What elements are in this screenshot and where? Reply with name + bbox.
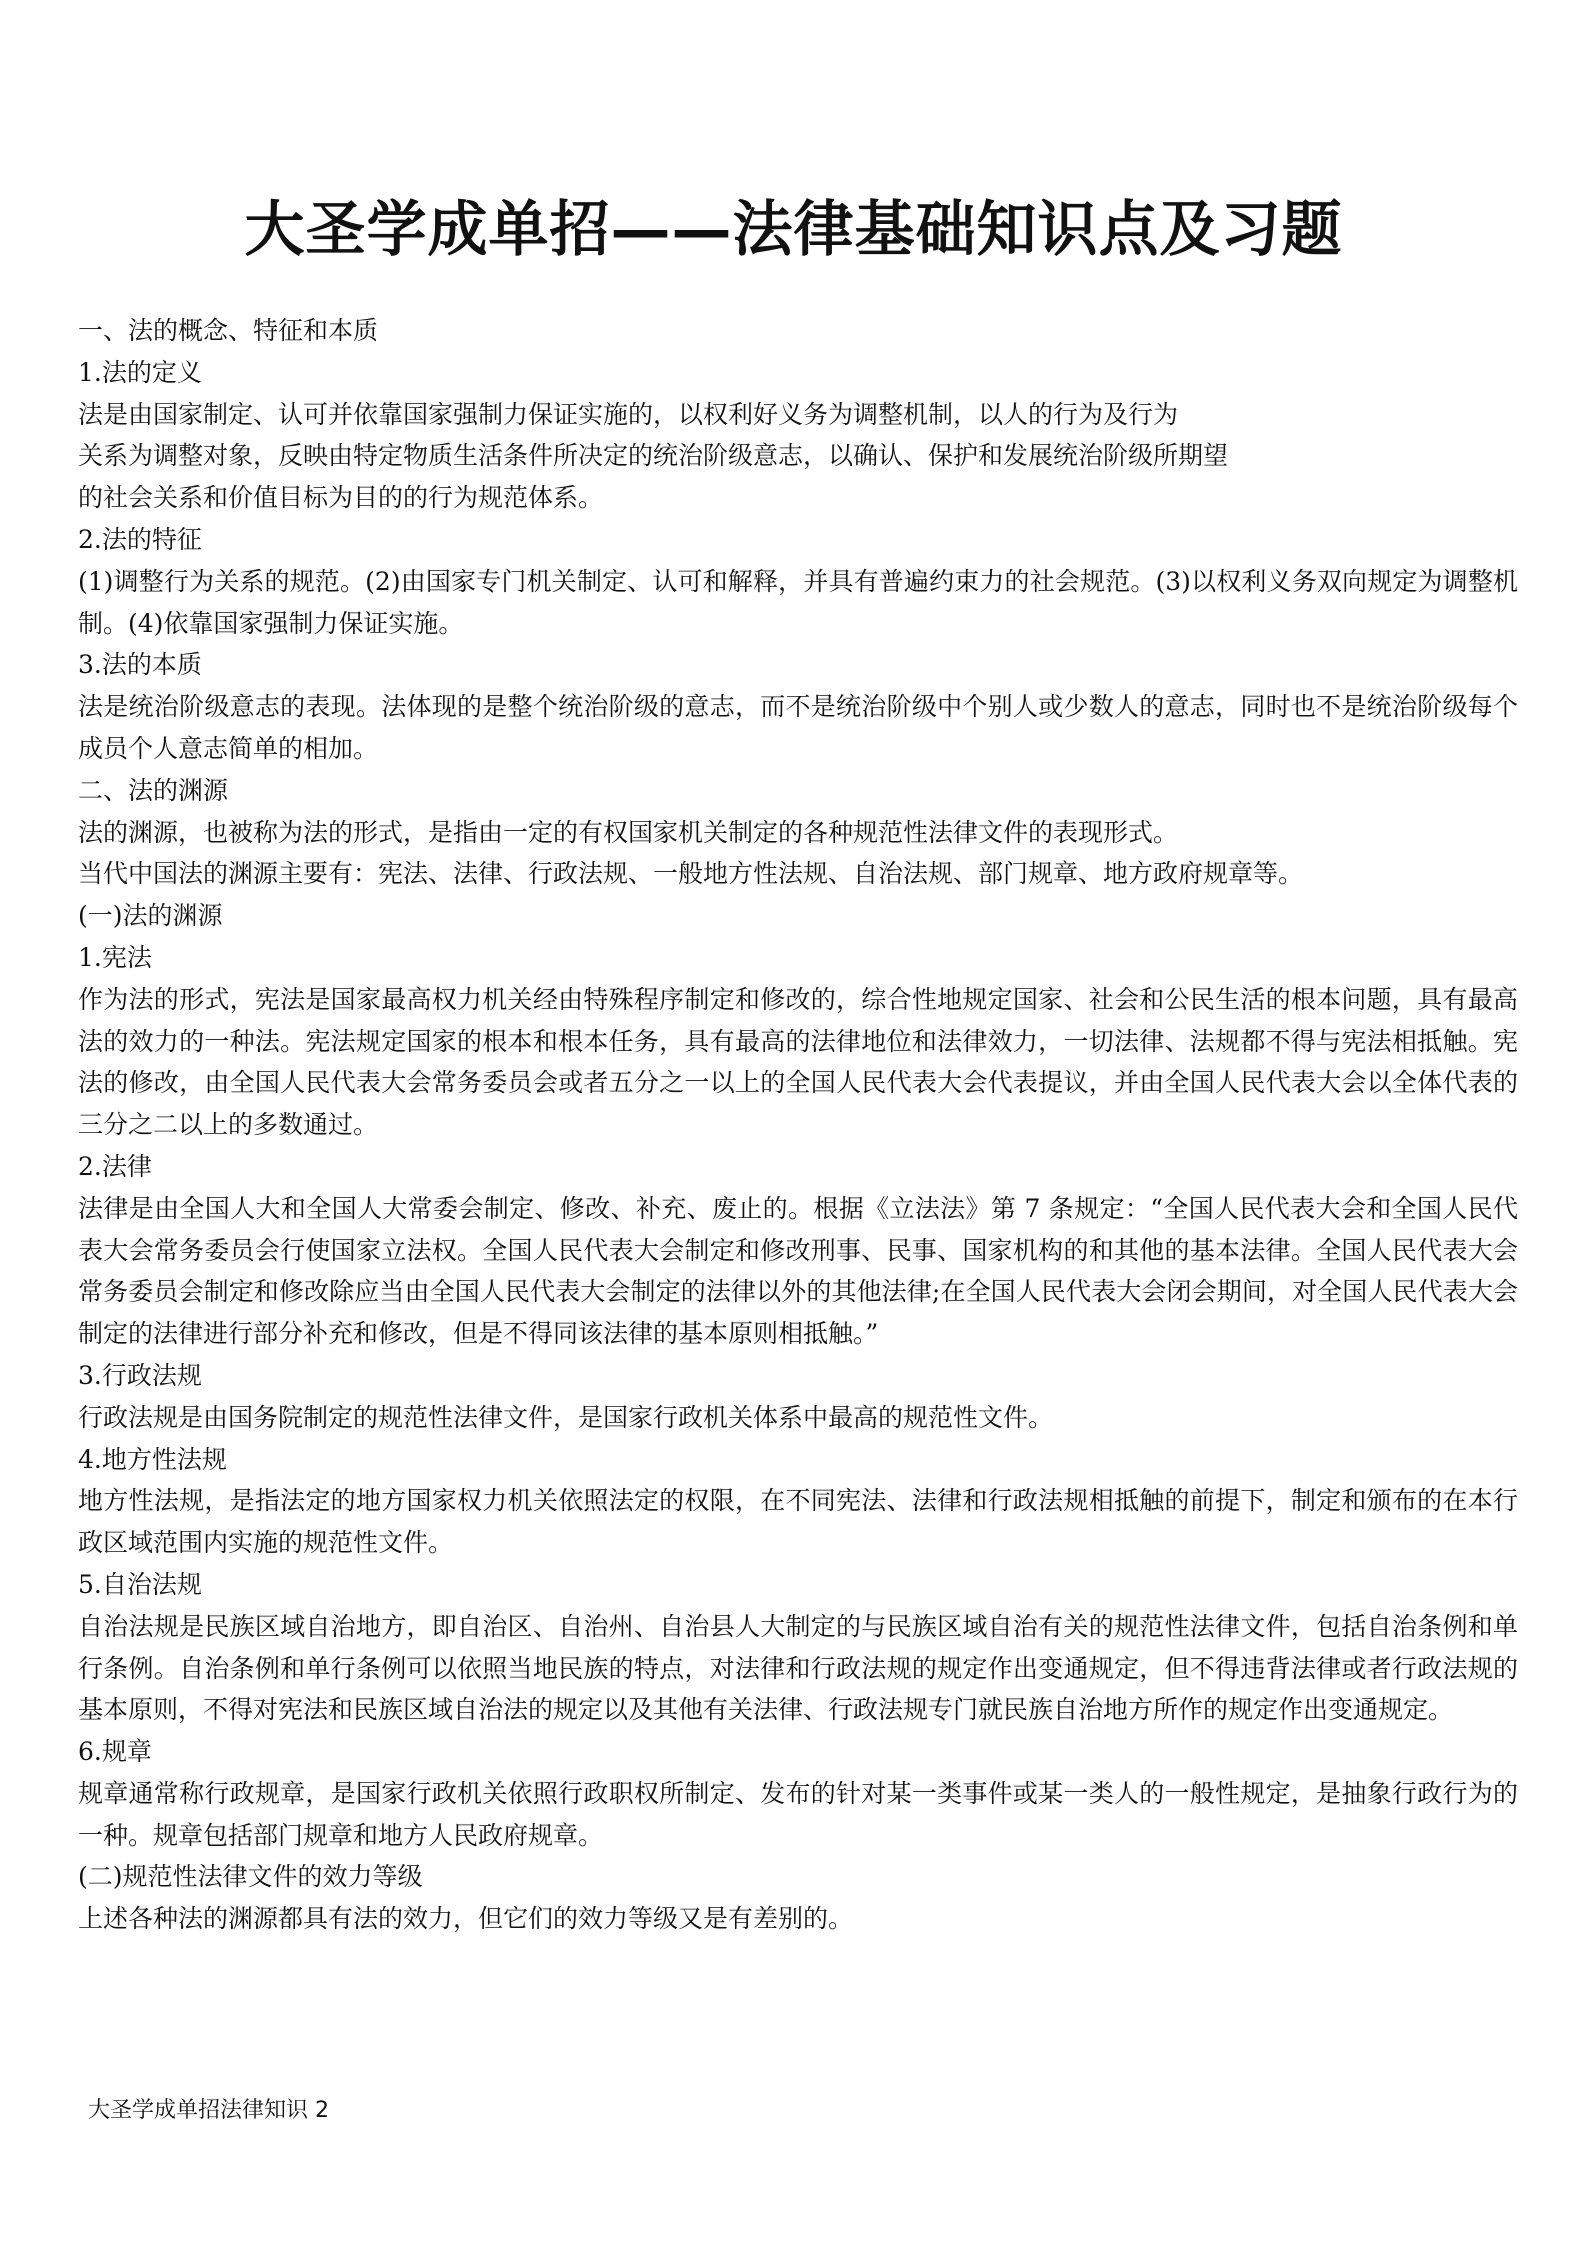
paragraph: 法律是由全国人大和全国人大常委会制定、修改、补充、废止的。根据《立法法》第 7 条规定：“全国人民代表大会和全国人民代表大会常务委员会行使国家立法权。全国人民代表大会制定和修改刑事、民事、国家机构的和其他的基本法律。全国人民代表大会常务委员会制定和修改除应当由全国人民代表大会制定的法律以外的其他法律;在全国人民代表大会闭会期间，对全国人民代表大会制定的法律进行部分补充和修改，但是不得同该法律的基本原则相抵触。” (78, 1193, 1518, 1349)
paragraph: 上述各种法的渊源都具有法的效力，但它们的效力等级又是有差别的。 (78, 1904, 854, 1934)
subsection-heading: (一)法的渊源 (78, 901, 223, 931)
paragraph-line: 关系为调整对象，反映由特定物质生活条件所决定的统治阶级意志，以确认、保护和发展统治阶级所期望 (78, 441, 1229, 471)
paragraph: 行政法规是由国务院制定的规范性法律文件，是国家行政机关体系中最高的规范性文件。 (78, 1402, 1054, 1432)
subsection-heading: 1.宪法 (78, 942, 152, 972)
paragraph-line: 的社会关系和价值目标为目的的行为规范体系。 (78, 483, 604, 513)
subsection-heading: 2.法的特征 (78, 524, 202, 554)
subsection-heading: 1.法的定义 (78, 357, 202, 387)
section-heading: 二、法的渊源 (78, 775, 229, 805)
subsection-heading: 4.地方性法规 (78, 1444, 227, 1474)
paragraph: 自治法规是民族区域自治地方，即自治区、自治州、自治县人大制定的与民族区域自治有关的规范性法律文件，包括自治条例和单行条例。自治条例和单行条例可以依照当地民族的特点，对法律和行政法规的规定作出变通规定，但不得违背法律或者行政法规的基本原则，不得对宪法和民族区域自治法的规定以及其他有关法律、行政法规专门就民族自治地方所作的规定作出变通规定。 (78, 1611, 1518, 1725)
paragraph: 作为法的形式，宪法是国家最高权力机关经由特殊程序制定和修改的，综合性地规定国家、社会和公民生活的根本问题，具有最高法的效力的一种法。宪法规定国家的根本和根本任务，具有最高的法律地位和法律效力，一切法律、法规都不得与宪法相抵触。宪法的修改，由全国人民代表大会常务委员会或者五分之一以上的全国人民代表大会代表提议，并由全国人民代表大会以全体代表的三分之二以上的多数通过。 (78, 984, 1518, 1140)
paragraph: 规章通常称行政规章，是国家行政机关依照行政职权所制定、发布的针对某一类事件或某一类人的一般性规定，是抽象行政行为的一种。规章包括部门规章和地方人民政府规章。 (78, 1778, 1518, 1850)
paragraph: (1)调整行为关系的规范。(2)由国家专门机关制定、认可和解释，并具有普遍约束力的社会规范。(3)以权利义务双向规定为调整机制。(4)依靠国家强制力保证实施。 (78, 566, 1518, 638)
paragraph: 当代中国法的渊源主要有：宪法、法律、行政法规、一般地方性法规、自治法规、部门规章、地方政府规章等。 (78, 859, 1304, 889)
paragraph: 法的渊源，也被称为法的形式，是指由一定的有权国家机关制定的各种规范性法律文件的表现形式。 (78, 817, 1179, 847)
subsection-heading: 3.行政法规 (78, 1360, 202, 1390)
section-heading: 一、法的概念、特征和本质 (78, 316, 379, 345)
subsection-heading: 2.法律 (78, 1151, 152, 1181)
subsection-heading: (二)规范性法律文件的效力等级 (78, 1862, 423, 1892)
paragraph: 地方性法规，是指法定的地方国家权力机关依照法定的权限，在不同宪法、法律和行政法规相抵触的前提下，制定和颁布的在本行政区域范围内实施的规范性文件。 (78, 1486, 1518, 1558)
page-footer: 大圣学成单招法律知识 2 (88, 2098, 329, 2123)
subsection-heading: 3.法的本质 (78, 650, 202, 680)
document-title: 大圣学成单招——法律基础知识点及习题 (244, 195, 1343, 265)
paragraph-line: 法是由国家制定、认可并依靠国家强制力保证实施的，以权利好义务为调整机制，以人的行为及行为 (78, 399, 1179, 429)
document-body (78, 310, 1518, 1940)
paragraph: 法是统治阶级意志的表现。法体现的是整个统治阶级的意志，而不是统治阶级中个别人或少数人的意志，同时也不是统治阶级每个成员个人意志简单的相加。 (78, 692, 1518, 763)
subsection-heading: 6.规章 (78, 1737, 152, 1767)
subsection-heading: 5.自治法规 (78, 1569, 202, 1599)
